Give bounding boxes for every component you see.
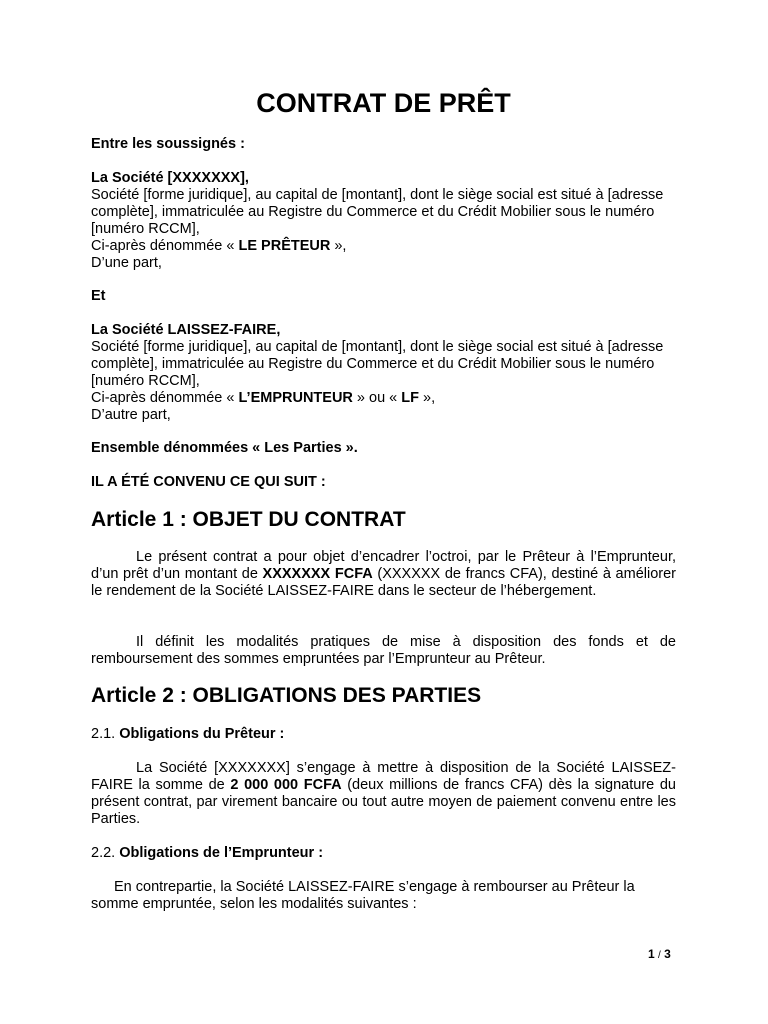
and-line (91, 288, 676, 305)
article1-paragraph1 (91, 549, 676, 600)
party2-designation (91, 390, 676, 407)
intro-text: Entre les soussignés : (91, 136, 245, 152)
section-2-1-number: 2.1. (91, 726, 120, 742)
party2-description: Société [forme juridique], au capital de [montant], dont le siège social est situé à [adresse complète], immatriculée au Registre du Commerce et du Crédit Mobilier sous le numéro [numéro RCCM], (91, 339, 664, 389)
party2-designation-abbrev: LF (401, 390, 419, 406)
party2-block (91, 322, 676, 424)
article1-heading: Article 1 : OBJET DU CONTRAT (91, 508, 406, 531)
section-2-1-amount: 2 000 000 FCFA (230, 777, 342, 793)
section-2-1-p-end: (deux millions de francs CFA) dès la signature du présent contrat, par virement bancaire ou tout autre moyen de paiement convenu entre les Parties. (91, 777, 676, 827)
section-2-2-heading (91, 845, 676, 862)
agreed-line (91, 474, 676, 491)
party2-designation-prefix: Ci-après dénommée « (91, 390, 239, 406)
party2-designation-suffix: », (419, 390, 436, 406)
section-2-1-heading (91, 726, 676, 743)
section-2-1-title: Obligations du Prêteur : (119, 726, 285, 742)
document-title: CONTRAT DE PRÊT (256, 88, 511, 118)
intro-line (91, 136, 676, 153)
page-total: 3 (664, 947, 671, 961)
page-separator: / (658, 950, 661, 961)
and-text: Et (91, 288, 106, 304)
article1-paragraph2: Il définit les modalités pratiques de mise à disposition des fonds et de remboursement des sommes empruntées par l’Emprunteur au Prêteur. (91, 634, 676, 667)
party2-designation-role: L’EMPRUNTEUR (238, 390, 353, 406)
party2-part: D’autre part, (91, 407, 171, 423)
article2-heading: Article 2 : OBLIGATIONS DES PARTIES (91, 684, 482, 707)
article1-p1-start: Le présent contrat a pour objet d’encadrer l’octroi, par le Prêteur à l’Emprunteur, d’un prêt d’un montant de (91, 549, 676, 582)
together-line (91, 440, 676, 457)
party1-designation-suffix: », (330, 238, 347, 254)
section-2-1-p-start: La Société [XXXXXXX] s’engage à mettre à disposition de la Société LAISSEZ-FAIRE la somme de (91, 760, 676, 793)
party1-part: D’une part, (91, 255, 162, 271)
section-2-2-title: Obligations de l’Emprunteur : (119, 845, 324, 861)
party2-name: La Société LAISSEZ-FAIRE, (91, 322, 281, 338)
section-2-2-number: 2.2. (91, 845, 120, 861)
party2-designation-mid: » ou « (352, 390, 402, 406)
together-text: Ensemble dénommées « Les Parties ». (91, 440, 358, 456)
party1-designation-prefix: Ci-après dénommée « (91, 238, 239, 254)
page-current: 1 (648, 947, 655, 961)
section-2-2-paragraph: En contrepartie, la Société LAISSEZ-FAIRE s’engage à rembourser au Prêteur la somme empruntée, selon les modalités suivantes : (91, 879, 635, 912)
party1-name: La Société [XXXXXXX], (91, 170, 249, 186)
party1-designation (91, 238, 676, 255)
party1-description: Société [forme juridique], au capital de [montant], dont le siège social est situé à [adresse complète], immatriculée au Registre du Commerce et du Crédit Mobilier sous le numéro [numéro RCCM], (91, 187, 664, 237)
article1-loan-amount: XXXXXXX FCFA (262, 566, 373, 582)
party1-block (91, 170, 676, 272)
page-number (648, 946, 671, 964)
party1-designation-role: LE PRÊTEUR (238, 238, 331, 254)
section-2-1-paragraph (91, 760, 676, 828)
article1-p1-end: (XXXXXX de francs CFA), destiné à améliorer le rendement de la Société LAISSEZ-FAIRE dans le secteur de l’hébergement. (91, 566, 676, 599)
agreed-text: IL A ÉTÉ CONVENU CE QUI SUIT : (91, 474, 326, 490)
